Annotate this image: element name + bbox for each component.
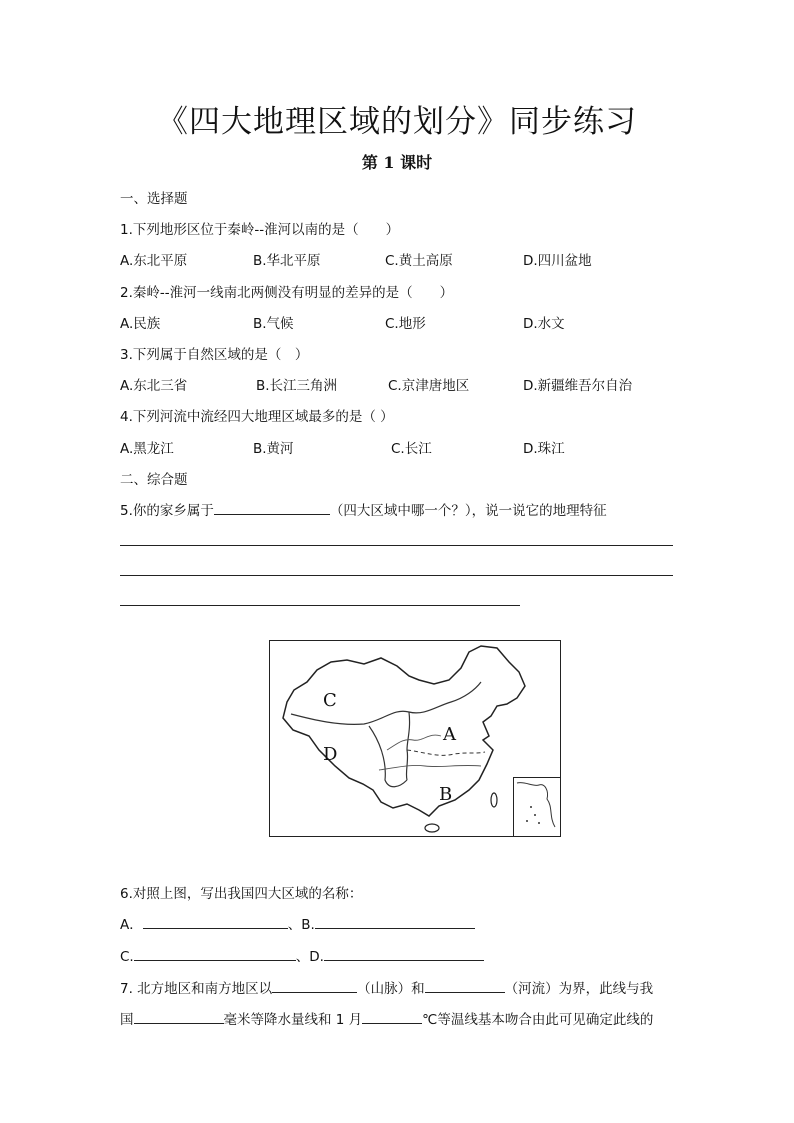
- answer-blank-d[interactable]: [324, 946, 484, 961]
- label-b: 、B.: [287, 917, 315, 933]
- answer-blank-c[interactable]: [134, 946, 296, 961]
- question-5-prefix: 5.你的家乡属于: [120, 503, 214, 519]
- question-1-stem: 1.下列地形区位于秦岭--淮河以南的是（ ）: [120, 222, 400, 238]
- question-2-stem: 2.秦岭--淮河一线南北两侧没有明显的差异的是（ ）: [120, 285, 454, 301]
- question-1-option-d: D.四川盆地: [523, 253, 592, 269]
- answer-line-1[interactable]: [120, 545, 673, 546]
- map-label-d: D: [323, 744, 338, 765]
- yellow-river: [387, 735, 441, 750]
- boundary-north: [406, 712, 409, 780]
- answer-blank-a[interactable]: [143, 914, 288, 929]
- question-4-option-d: D.珠江: [523, 441, 565, 457]
- answer-blank-b[interactable]: [315, 914, 475, 929]
- question-4-option-a: A.黑龙江: [120, 441, 174, 457]
- question-7-line-1: [120, 977, 653, 997]
- q7-text-3: （河流）为界，此线与我: [504, 981, 654, 997]
- section-heading-comprehensive: 二、综合题: [120, 472, 188, 488]
- question-2-option-d: D.水文: [523, 316, 565, 332]
- answer-blank-precipitation[interactable]: [134, 1009, 224, 1024]
- question-1-option-b: B.华北平原: [253, 253, 321, 269]
- q7-text-6: ℃等温线基本吻合由此可见确定此线的: [422, 1012, 654, 1028]
- label-d: 、D.: [295, 949, 324, 965]
- question-3-option-a: A.东北三省: [120, 378, 188, 394]
- map-label-b: B: [439, 784, 453, 805]
- china-outline: [283, 646, 525, 816]
- boundary-northwest: [291, 682, 481, 724]
- boundary-qinghai-tibet: [369, 726, 407, 787]
- answer-blank-mountain[interactable]: [272, 978, 357, 993]
- question-6-row-ab: [120, 913, 475, 933]
- south-china-sea-inset-map: [513, 777, 561, 837]
- answer-line-2[interactable]: [120, 575, 673, 576]
- question-2-option-a: A.民族: [120, 316, 161, 332]
- label-c: C.: [120, 949, 134, 965]
- taiwan-island: [491, 793, 497, 807]
- answer-blank-hometown[interactable]: [214, 500, 330, 515]
- question-3-option-b: B.长江三角洲: [256, 378, 338, 394]
- q7-text-5: 毫米等降水量线和 1 月: [223, 1012, 363, 1028]
- page-title: 《四大地理区域的划分》同步练习: [157, 104, 637, 140]
- q7-text-2: （山脉）和: [357, 981, 425, 997]
- question-1-option-a: A.东北平原: [120, 253, 188, 269]
- map-label-a: A: [443, 724, 456, 745]
- question-5-suffix: （四大区域中哪一个？），说一说它的地理特征: [329, 503, 607, 519]
- question-5: [120, 499, 607, 519]
- question-4-stem: 4.下列河流中流经四大地理区域最多的是（ ）: [120, 409, 394, 425]
- question-7-line-2: [120, 1008, 653, 1028]
- answer-blank-river[interactable]: [425, 978, 505, 993]
- qinling-huaihe-line: [407, 750, 485, 755]
- answer-blank-temperature[interactable]: [362, 1009, 422, 1024]
- question-3-option-c: C.京津唐地区: [388, 378, 470, 394]
- question-6-stem: 6.对照上图，写出我国四大区域的名称：: [120, 886, 363, 902]
- answer-line-3[interactable]: [120, 605, 520, 606]
- question-2-option-b: B.气候: [253, 316, 294, 332]
- question-4-option-c: C.长江: [391, 441, 432, 457]
- label-a: A．: [120, 917, 143, 933]
- inset-coastline: [517, 783, 555, 827]
- question-2-option-c: C.地形: [385, 316, 426, 332]
- page-subtitle: 第 1 课时: [361, 153, 433, 172]
- question-6-row-cd: [120, 945, 484, 965]
- section-heading-choice: 一、选择题: [120, 191, 188, 207]
- yangtze-river: [379, 765, 481, 770]
- question-3-option-d: D.新疆维吾尔自治: [523, 378, 633, 394]
- q7-text-4: 国: [120, 1012, 134, 1028]
- hainan-island: [425, 824, 439, 832]
- question-3-stem: 3.下列属于自然区域的是（ ）: [120, 347, 309, 363]
- q7-text-1: 7. 北方地区和南方地区以: [120, 981, 273, 997]
- map-label-c: C: [323, 690, 337, 711]
- question-1-option-c: C.黄土高原: [385, 253, 453, 269]
- question-4-option-b: B.黄河: [253, 441, 294, 457]
